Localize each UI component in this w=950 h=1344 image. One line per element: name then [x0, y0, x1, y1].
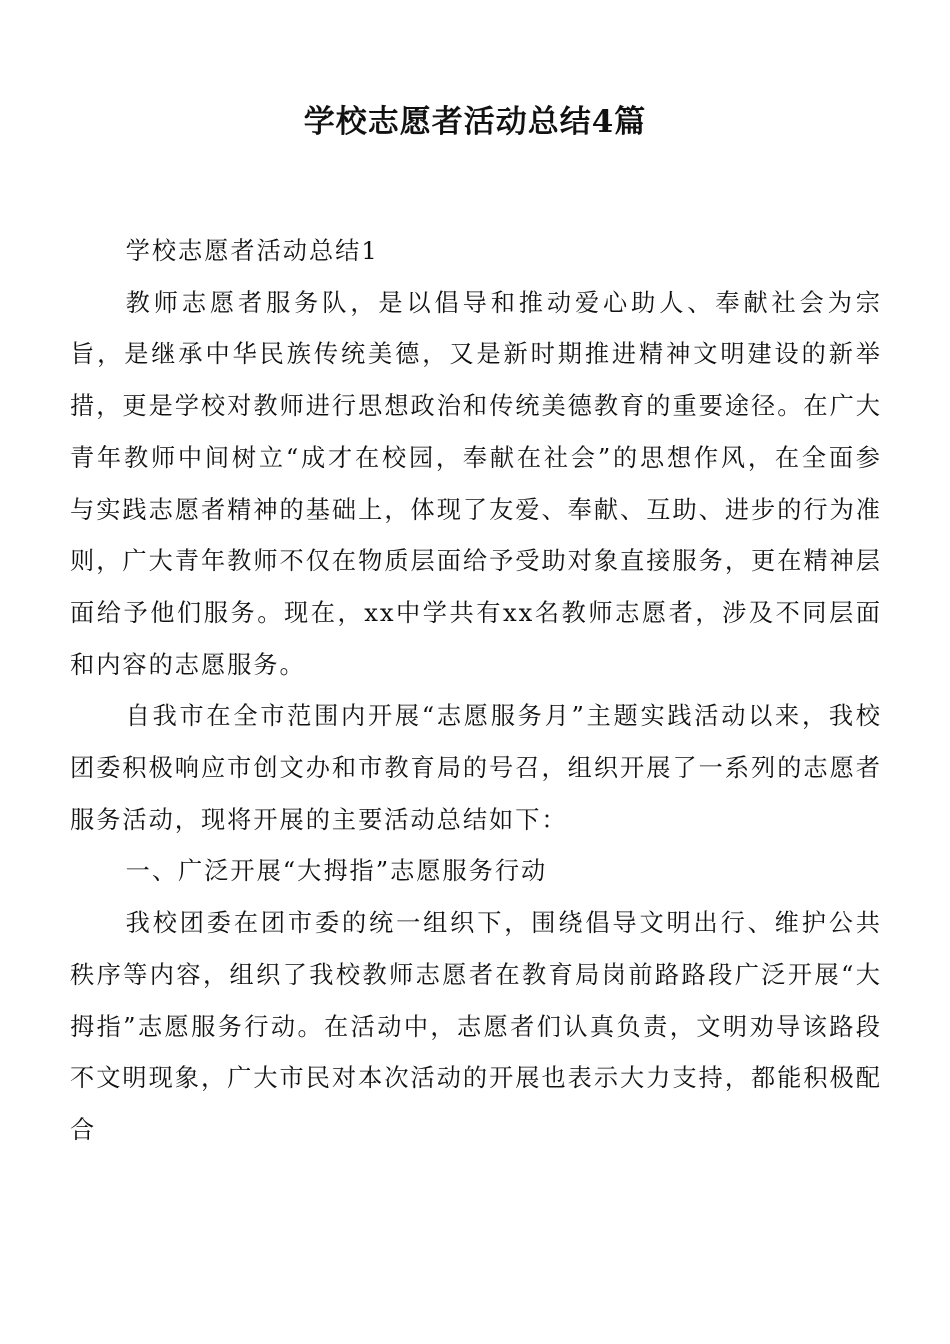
section-heading: 学校志愿者活动总结1 [125, 237, 379, 265]
document-title: 学校志愿者活动总结4篇 [303, 104, 647, 140]
paragraph-thumb-campaign: 我校团委在团市委的统一组织下，围绕倡导文明出行、维护公共秩序等内容，组织了我校教师志愿者在教育局岗前路路段广泛开展“大拇指”志愿服务行动。在活动中，志愿者们认真负责，文明劝导该路段不文明现象，广大市民对本次活动的开展也表示大力支持，都能积极配合 [70, 909, 882, 1144]
document-body [70, 226, 882, 1157]
paragraph-activity-overview: 自我市在全市范围内开展“志愿服务月”主题实践活动以来，我校团委积极响应市创文办和市教育局的号召，组织开展了一系列的志愿者服务活动，现将开展的主要活动总结如下： [70, 702, 882, 834]
paragraph-intro: 教师志愿者服务队，是以倡导和推动爱心助人、奉献社会为宗旨，是继承中华民族传统美德，又是新时期推进精神文明建设的新举措，更是学校对教师进行思想政治和传统美德教育的重要途径。在广大青年教师中间树立“成才在校园，奉献在社会”的思想作风，在全面参与实践志愿者精神的基础上，体现了友爱、奉献、互助、进步的行为准则，广大青年教师不仅在物质层面给予受助对象直接服务，更在精神层面给予他们服务。现在，xx中学共有xx名教师志愿者，涉及不同层面和内容的志愿服务。 [70, 288, 882, 679]
subsection-heading: 一、广泛开展“大拇指”志愿服务行动 [125, 857, 548, 886]
